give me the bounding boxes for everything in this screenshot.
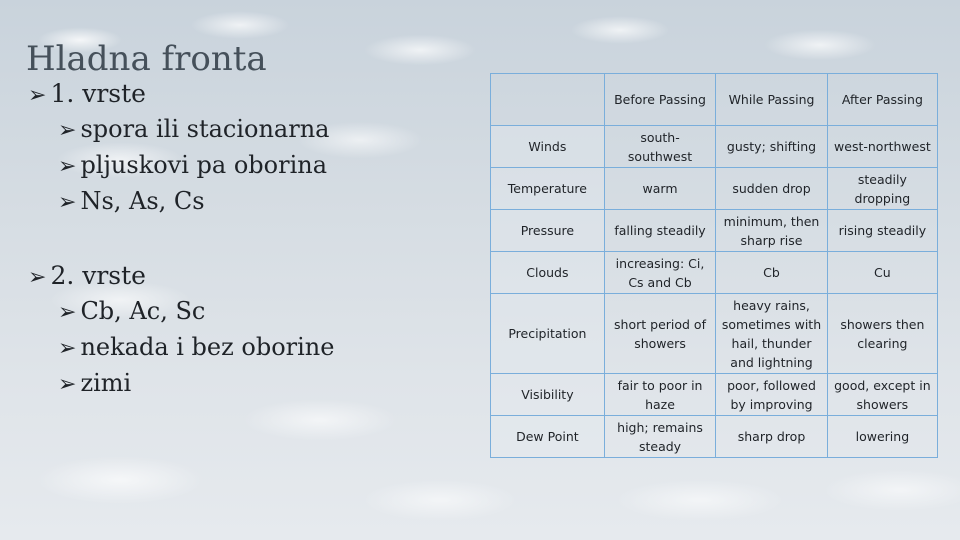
cell-after: showers then clearing <box>827 294 937 374</box>
bullet-heading-1 <box>28 78 468 112</box>
arrow-bullet-icon: ➢ <box>58 190 77 215</box>
arrow-bullet-icon: ➢ <box>58 336 77 361</box>
arrow-bullet-icon: ➢ <box>28 265 47 290</box>
cell-before: short period of showers <box>604 294 715 374</box>
bullet-heading-text: 1. vrste <box>50 79 146 108</box>
slide-title: Hladna fronta <box>26 38 267 79</box>
cell-before: increasing: Ci, Cs and Cb <box>604 252 715 294</box>
cell-after: good, except in showers <box>827 374 937 416</box>
cell-before: south-southwest <box>604 126 715 168</box>
bullet-item <box>58 366 468 402</box>
row-label: Temperature <box>491 168 605 210</box>
row-label: Visibility <box>491 374 605 416</box>
header-cell-before: Before Passing <box>604 74 715 126</box>
table-row <box>491 374 938 416</box>
bullet-item-text: zimi <box>80 369 132 397</box>
cell-after: rising steadily <box>827 210 937 252</box>
cell-before: falling steadily <box>604 210 715 252</box>
cell-after: Cu <box>827 252 937 294</box>
cell-while: heavy rains, sometimes with hail, thunder and lightning <box>716 294 828 374</box>
bullet-item-text: Ns, As, Cs <box>80 187 205 215</box>
row-label: Clouds <box>491 252 605 294</box>
bullet-item <box>58 112 468 148</box>
table-row <box>491 168 938 210</box>
row-label: Dew Point <box>491 416 605 458</box>
table-row <box>491 294 938 374</box>
arrow-bullet-icon: ➢ <box>58 154 77 179</box>
row-label: Winds <box>491 126 605 168</box>
bullet-item <box>58 330 468 366</box>
bullet-list <box>28 78 468 402</box>
table-row <box>491 252 938 294</box>
cell-before: high; remains steady <box>604 416 715 458</box>
table-header-row <box>491 74 938 126</box>
arrow-bullet-icon: ➢ <box>58 118 77 143</box>
arrow-bullet-icon: ➢ <box>28 83 47 108</box>
bullet-item <box>58 184 468 220</box>
cell-after: west-northwest <box>827 126 937 168</box>
cell-before: warm <box>604 168 715 210</box>
row-label: Pressure <box>491 210 605 252</box>
cell-before: fair to poor in haze <box>604 374 715 416</box>
arrow-bullet-icon: ➢ <box>58 300 77 325</box>
bullet-heading-2 <box>28 260 468 294</box>
bullet-item <box>58 294 468 330</box>
table-row <box>491 126 938 168</box>
bullet-group-2 <box>28 260 468 402</box>
cell-while: sharp drop <box>716 416 828 458</box>
table-row <box>491 210 938 252</box>
row-label: Precipitation <box>491 294 605 374</box>
header-cell-while: While Passing <box>716 74 828 126</box>
cell-after: lowering <box>827 416 937 458</box>
bullet-item-text: Cb, Ac, Sc <box>80 297 206 325</box>
cold-front-table <box>490 73 938 458</box>
cell-while: poor, followed by improving <box>716 374 828 416</box>
cell-while: gusty; shifting <box>716 126 828 168</box>
bullet-item-text: nekada i bez oborine <box>80 333 335 361</box>
bullet-heading-text: 2. vrste <box>50 261 146 290</box>
arrow-bullet-icon: ➢ <box>58 372 77 397</box>
cell-while: minimum, then sharp rise <box>716 210 828 252</box>
bullet-item <box>58 148 468 184</box>
cell-while: Cb <box>716 252 828 294</box>
table-row <box>491 416 938 458</box>
cell-after: steadily dropping <box>827 168 937 210</box>
bullet-item-text: spora ili stacionarna <box>80 115 330 143</box>
header-cell-empty <box>491 74 605 126</box>
cell-while: sudden drop <box>716 168 828 210</box>
bullet-group-1 <box>28 78 468 220</box>
bullet-item-text: pljuskovi pa oborina <box>80 151 328 179</box>
header-cell-after: After Passing <box>827 74 937 126</box>
